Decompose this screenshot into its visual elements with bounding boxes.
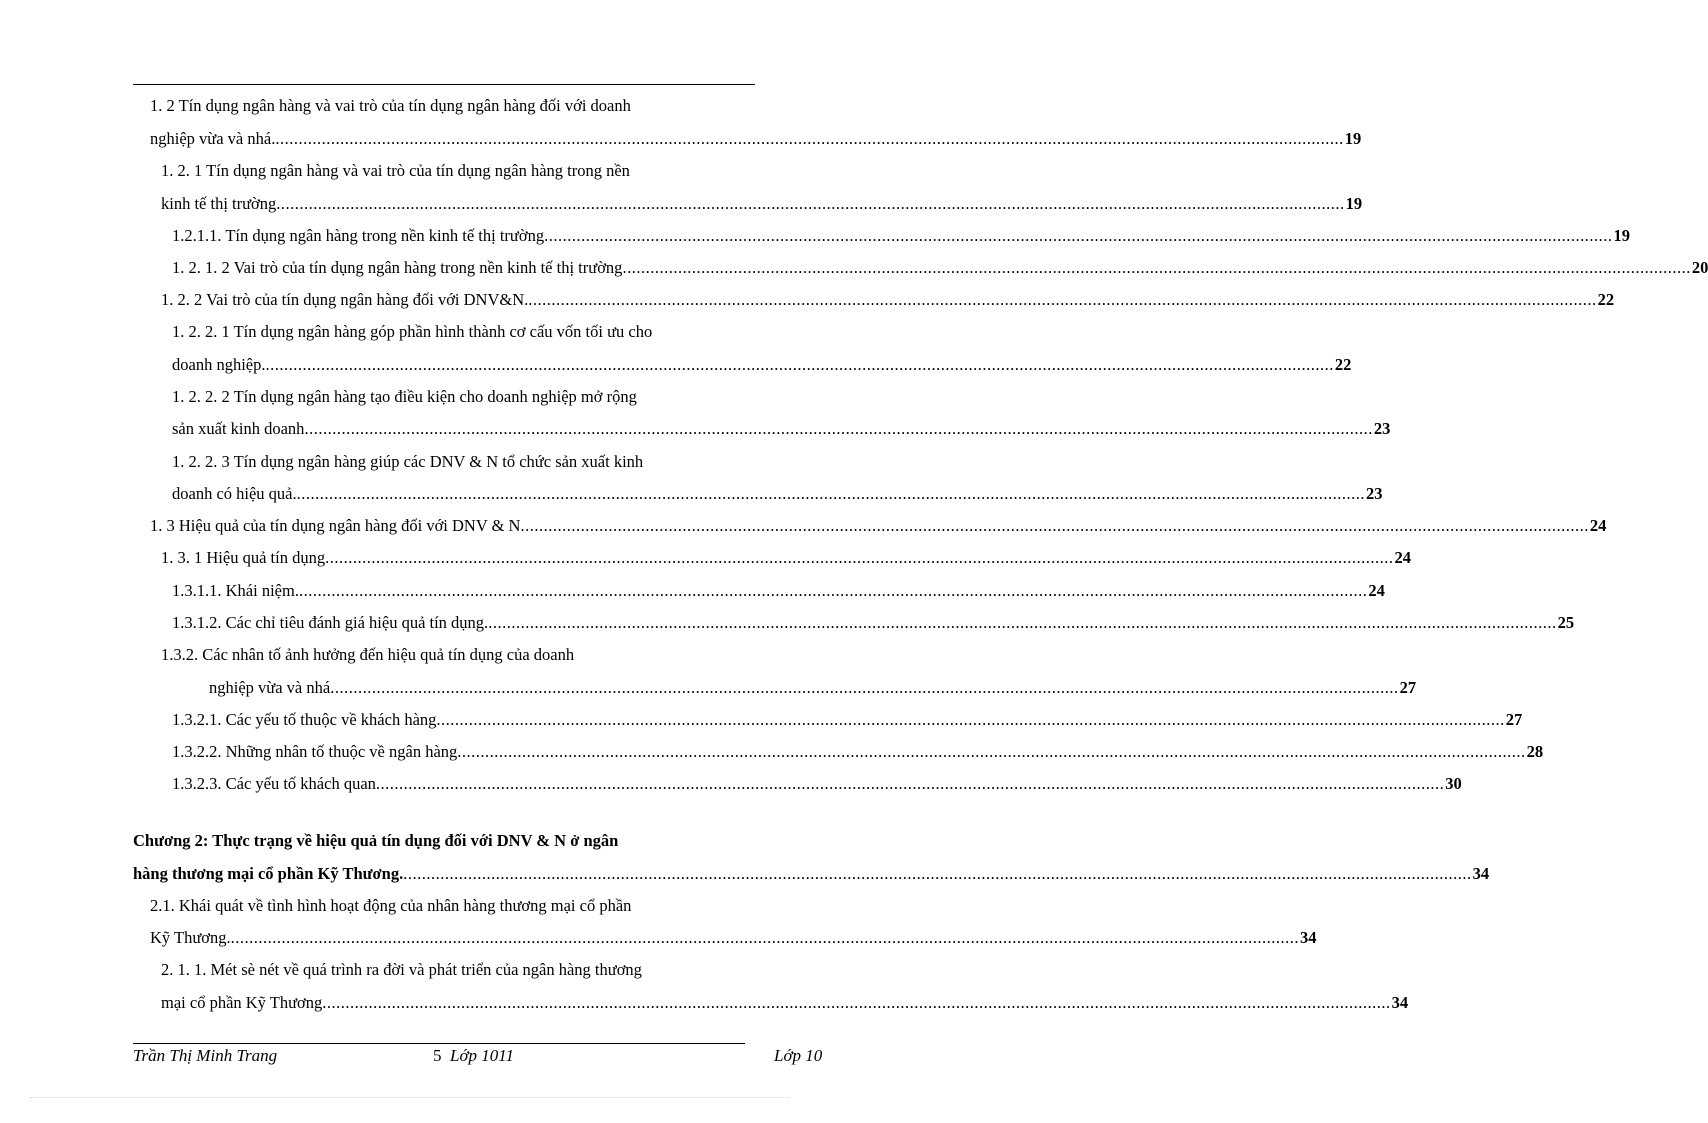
toc-leader-dots — [330, 677, 1398, 699]
toc-entry[interactable] — [172, 418, 1391, 440]
toc-page-number: 34 — [1391, 993, 1409, 1012]
toc-page-number: 19 — [1345, 194, 1363, 213]
toc-leader-dots — [297, 483, 1365, 505]
toc-entry[interactable] — [209, 677, 1417, 699]
toc-page-number: 25 — [1557, 613, 1575, 632]
toc-entry[interactable] — [161, 992, 1409, 1014]
toc-page-number: 27 — [1399, 678, 1417, 697]
footer-right-text: Lớp 10 — [774, 1046, 823, 1065]
toc-entry[interactable] — [172, 612, 1575, 634]
toc-entry-text: 2.1. Khái quát về tình hình hoạt động của nhân hàng thương mại cổ phần — [150, 896, 632, 915]
header-rule — [133, 84, 755, 85]
toc-entry[interactable] — [172, 257, 1708, 279]
toc-page-number: 24 — [1368, 581, 1385, 600]
toc-leader-dots — [304, 418, 1372, 440]
toc-entry[interactable] — [150, 895, 631, 917]
toc-entry-text: 1.3.2.3. Các yếu tố khách quan — [172, 774, 376, 793]
toc-entry-text: mại cổ phần Kỹ Thương — [161, 993, 323, 1012]
toc-page-number: 24 — [1394, 548, 1411, 567]
toc-chapter-heading[interactable] — [133, 830, 618, 852]
toc-page-number: 23 — [1373, 419, 1391, 438]
toc-entry-text: doanh nghiệp. — [172, 355, 266, 374]
toc-entry[interactable] — [172, 354, 1352, 376]
toc-entry[interactable] — [150, 927, 1317, 949]
toc-entry-text: nghiệp vừa và nhá. — [150, 129, 276, 148]
toc-chapter-heading[interactable] — [133, 863, 1490, 885]
toc-page-number: 19 — [1344, 129, 1362, 148]
toc-entry[interactable] — [150, 95, 631, 117]
toc-entry-text: 1.3.2. Các nhân tố ảnh hưởng đến hiệu quả tín dụng của doanh — [161, 645, 575, 664]
toc-entry[interactable] — [172, 483, 1383, 505]
toc-leader-dots — [488, 612, 1556, 634]
toc-leader-dots — [325, 547, 1393, 569]
toc-leader-dots — [520, 515, 1588, 537]
toc-page-number: 30 — [1445, 774, 1462, 793]
toc-entry[interactable] — [172, 225, 1630, 247]
footer-rule — [133, 1043, 745, 1044]
toc-entry[interactable] — [161, 644, 574, 666]
toc-page-number: 27 — [1505, 710, 1523, 729]
page-bottom-edge — [30, 1097, 790, 1098]
toc-entry-text: 1. 3 Hiệu quả của tín dụng ngân hàng đối với DNV & N — [150, 516, 521, 535]
toc-leader-dots — [457, 741, 1525, 763]
footer-page-group — [433, 1046, 514, 1066]
footer-class: Lớp 1011 — [450, 1046, 515, 1065]
toc-entry-text: hàng thương mại cổ phần Kỹ Thương. — [133, 864, 404, 883]
toc-entry[interactable] — [150, 515, 1607, 537]
toc-entry-text: 2. 1. 1. Mét sè nét về quá trình ra đời và phát triển của ngân hàng thương — [161, 960, 642, 979]
toc-leader-dots — [622, 257, 1690, 279]
toc-page-number: 28 — [1526, 742, 1544, 761]
toc-page-number: 20 — [1691, 258, 1708, 277]
toc-entry-text: kinh tế thị trường — [161, 194, 277, 213]
toc-leader-dots — [265, 354, 1333, 376]
toc-leader-dots — [275, 128, 1343, 150]
toc-page-number: 34 — [1472, 864, 1490, 883]
toc-leader-dots — [322, 992, 1390, 1014]
toc-entry-text: 1.3.1.1. Khái niệm. — [172, 581, 299, 600]
toc-leader-dots — [299, 580, 1367, 602]
toc-entry[interactable] — [150, 128, 1362, 150]
toc-page-number: 19 — [1613, 226, 1630, 245]
toc-entry[interactable] — [161, 193, 1363, 215]
toc-entry-text: 1. 2. 2. 2 Tín dụng ngân hàng tạo điều kiện cho doanh nghiệp mở rộng — [172, 387, 637, 406]
toc-leader-dots — [231, 927, 1299, 949]
toc-entry-text: sản xuất kinh doanh — [172, 419, 305, 438]
toc-entry-text: 1. 3. 1 Hiệu quả tín dụng — [161, 548, 326, 567]
toc-entry[interactable] — [172, 386, 637, 408]
toc-entry[interactable] — [172, 709, 1523, 731]
toc-entry[interactable] — [161, 959, 642, 981]
toc-entry[interactable] — [172, 580, 1385, 602]
toc-entry-text: 1. 2. 1. 2 Vai trò của tín dụng ngân hàng trong nền kinh tế thị trường — [172, 258, 623, 277]
toc-entry-text: 1. 2. 2. 1 Tín dụng ngân hàng góp phần hình thành cơ cấu vốn tối ưu cho — [172, 322, 653, 341]
toc-entry[interactable] — [172, 773, 1462, 795]
toc-entry-text: Chương 2: Thực trạng về hiệu quả tín dụng đối với DNV & N ở ngân — [133, 831, 619, 850]
toc-entry-text: 1. 2. 1 Tín dụng ngân hàng và vai trò của tín dụng ngân hàng trong nền — [161, 161, 630, 180]
footer-bar — [133, 1046, 823, 1068]
toc-leader-dots — [276, 193, 1344, 215]
toc-entry-text: 1. 2 Tín dụng ngân hàng và vai trò của tín dụng ngân hàng đối với doanh — [150, 96, 631, 115]
toc-entry[interactable] — [172, 741, 1544, 763]
toc-entry-text: 1. 2. 2 Vai trò của tín dụng ngân hàng đối với DNV&N. — [161, 290, 529, 309]
toc-page-number: 22 — [1597, 290, 1615, 309]
toc-page-number: 24 — [1589, 516, 1607, 535]
toc-entry-text: Kỹ Thương. — [150, 928, 231, 947]
toc-leader-dots — [436, 709, 1504, 731]
toc-page-number: 23 — [1366, 484, 1383, 503]
toc-entry[interactable] — [172, 321, 652, 343]
toc-entry-text: 1.3.2.2. Những nhân tố thuộc về ngân hàng — [172, 742, 458, 761]
toc-entry[interactable] — [161, 289, 1615, 311]
toc-entry[interactable] — [161, 547, 1411, 569]
toc-entry-text: nghiệp vừa và nhá — [209, 678, 331, 697]
toc-entry[interactable] — [172, 451, 643, 473]
toc-leader-dots — [544, 225, 1612, 247]
toc-entry-text: 1.3.1.2. Các chỉ tiêu đánh giá hiệu quả tín dụng. — [172, 613, 489, 632]
toc-entry-text: doanh có hiệu quả. — [172, 484, 297, 503]
footer-author: Trần Thị Minh Trang — [133, 1046, 278, 1065]
toc-entry-text: 1.3.2.1. Các yếu tố thuộc về khách hàng — [172, 710, 437, 729]
toc-leader-dots — [403, 863, 1471, 885]
toc-entry-text: 1. 2. 2. 3 Tín dụng ngân hàng giúp các DNV & N tổ chức sản xuất kinh — [172, 452, 644, 471]
toc-page-number: 22 — [1334, 355, 1352, 374]
footer-page-number: 5 — [433, 1046, 442, 1065]
toc-entry[interactable] — [161, 160, 630, 182]
toc-leader-dots — [528, 289, 1596, 311]
toc-page-number: 34 — [1300, 928, 1317, 947]
toc-leader-dots — [376, 773, 1444, 795]
toc-entry-text: 1.2.1.1. Tín dụng ngân hàng trong nền kinh tế thị trường — [172, 226, 545, 245]
